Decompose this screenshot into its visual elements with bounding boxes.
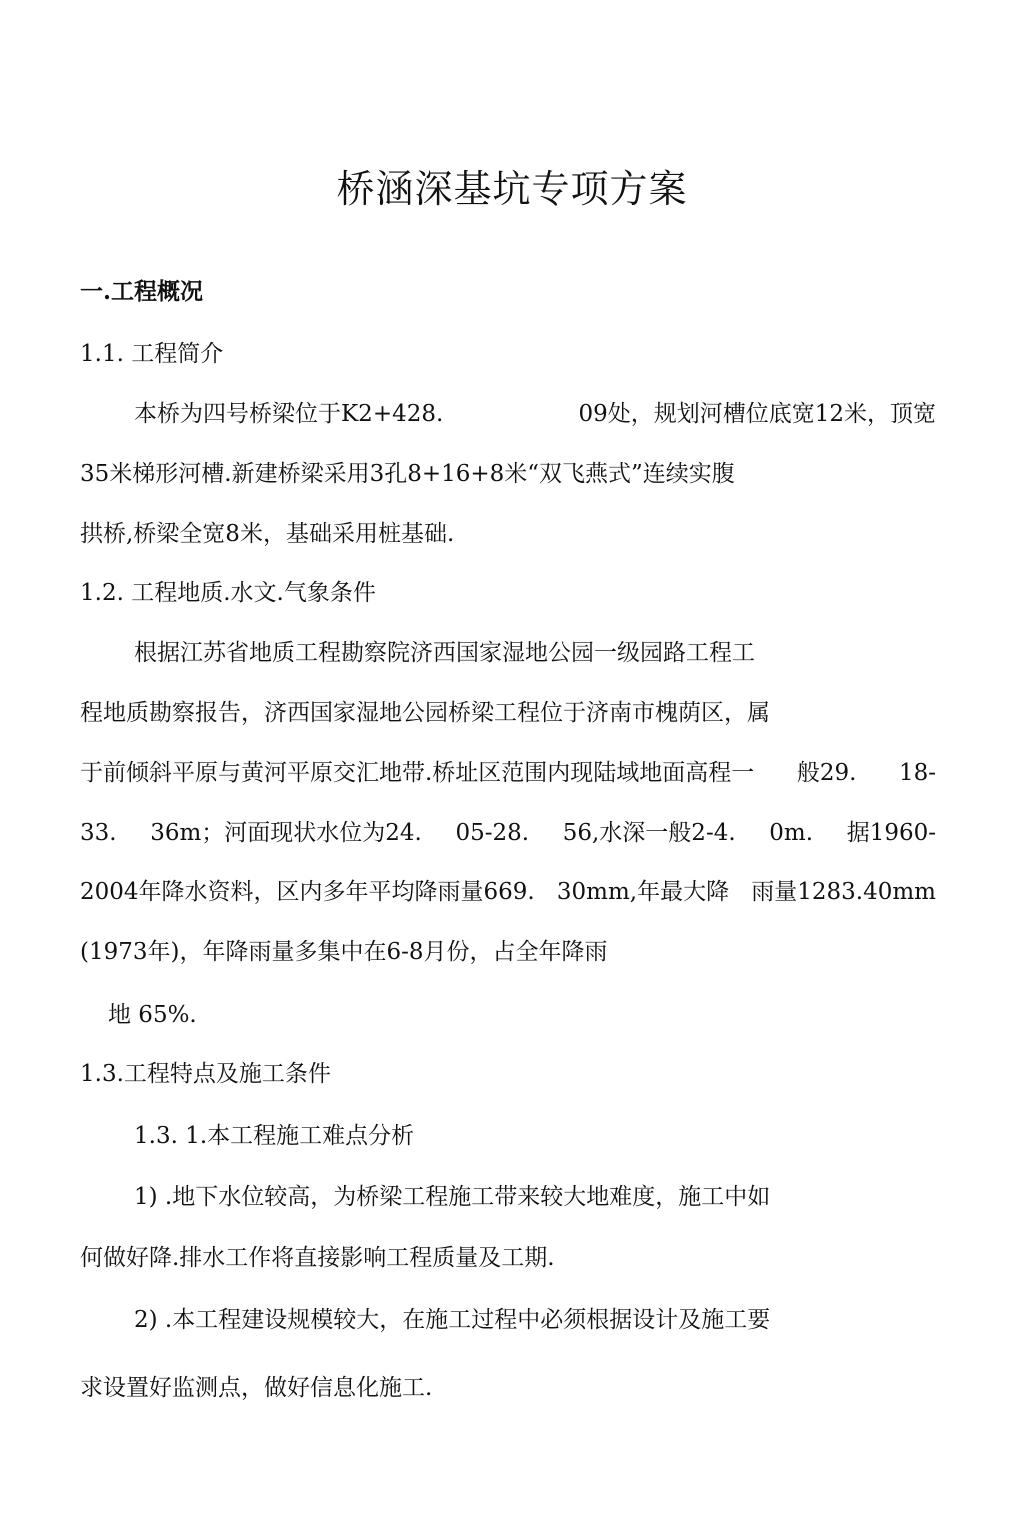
- list-item: 2) .本工程建设规模较大，在施工过程中必须根据设计及施工要: [134, 1307, 771, 1333]
- text-fragment: 据1960-: [846, 820, 936, 846]
- section-heading-overview: 一.工程概况: [80, 278, 204, 305]
- paragraph-line: [80, 818, 936, 848]
- paragraph-line: (1973年)，年降雨量多集中在6-8月份，占全年降雨: [80, 939, 608, 965]
- document-title: 桥涵深基坑专项方案: [336, 167, 688, 211]
- paragraph-line: 根据江苏省地质工程勘察院济西国家湿地公园一级园路工程工: [134, 640, 755, 666]
- text-fragment: 2004年降水资料，区内多年平均降雨量669.: [80, 879, 535, 905]
- text-fragment: 05-28.: [455, 820, 530, 846]
- text-fragment: 本桥为四号桥梁位于K2+428.: [134, 401, 444, 427]
- text-fragment: 0m.: [769, 820, 814, 846]
- text-fragment: 36m；河面现状水位为24.: [150, 820, 422, 846]
- paragraph-line: [80, 758, 936, 788]
- text-fragment: 30mm,年最大降: [556, 879, 730, 905]
- paragraph-line: 拱桥,桥梁全宽8米，基础采用桩基础.: [80, 521, 455, 547]
- paragraph-line: [134, 399, 936, 429]
- text-fragment: 09处，规划河槽位底宽12米，顶宽: [578, 401, 936, 427]
- subsection-heading-1-2: 1.2. 工程地质.水文.气象条件: [80, 580, 376, 606]
- paragraph-line: 地 65%.: [108, 1002, 197, 1028]
- paragraph-line: [80, 877, 936, 907]
- list-item-continuation: 何做好降.排水工作将直接影响工程质量及工期.: [80, 1245, 555, 1271]
- list-item-continuation: 求设置好监测点，做好信息化施工.: [80, 1375, 433, 1401]
- subsection-heading-1-3: 1.3.工程特点及施工条件: [80, 1061, 331, 1087]
- list-item: 1) .地下水位较高，为桥梁工程施工带来较大地难度，施工中如: [134, 1184, 771, 1210]
- text-fragment: 雨量1283.40mm: [751, 879, 936, 905]
- text-fragment: 56,水深一般2-4.: [562, 820, 736, 846]
- text-fragment: 于前倾斜平原与黄河平原交汇地带.桥址区范围内现陆域地面高程一: [80, 760, 755, 786]
- text-fragment: 般29.: [796, 760, 857, 786]
- sub-subsection-heading-1-3-1: 1.3. 1.本工程施工难点分析: [134, 1123, 415, 1149]
- paragraph-line: 程地质勘察报告，济西国家湿地公园桥梁工程位于济南市槐荫区，属: [80, 700, 770, 726]
- text-fragment: 18-: [898, 760, 936, 786]
- paragraph-line: 35米梯形河槽.新建桥梁采用3孔8+16+8米“双飞燕式”连续实腹: [80, 461, 735, 487]
- subsection-heading-1-1: 1.1. 工程简介: [80, 341, 224, 367]
- text-fragment: 33.: [80, 820, 117, 846]
